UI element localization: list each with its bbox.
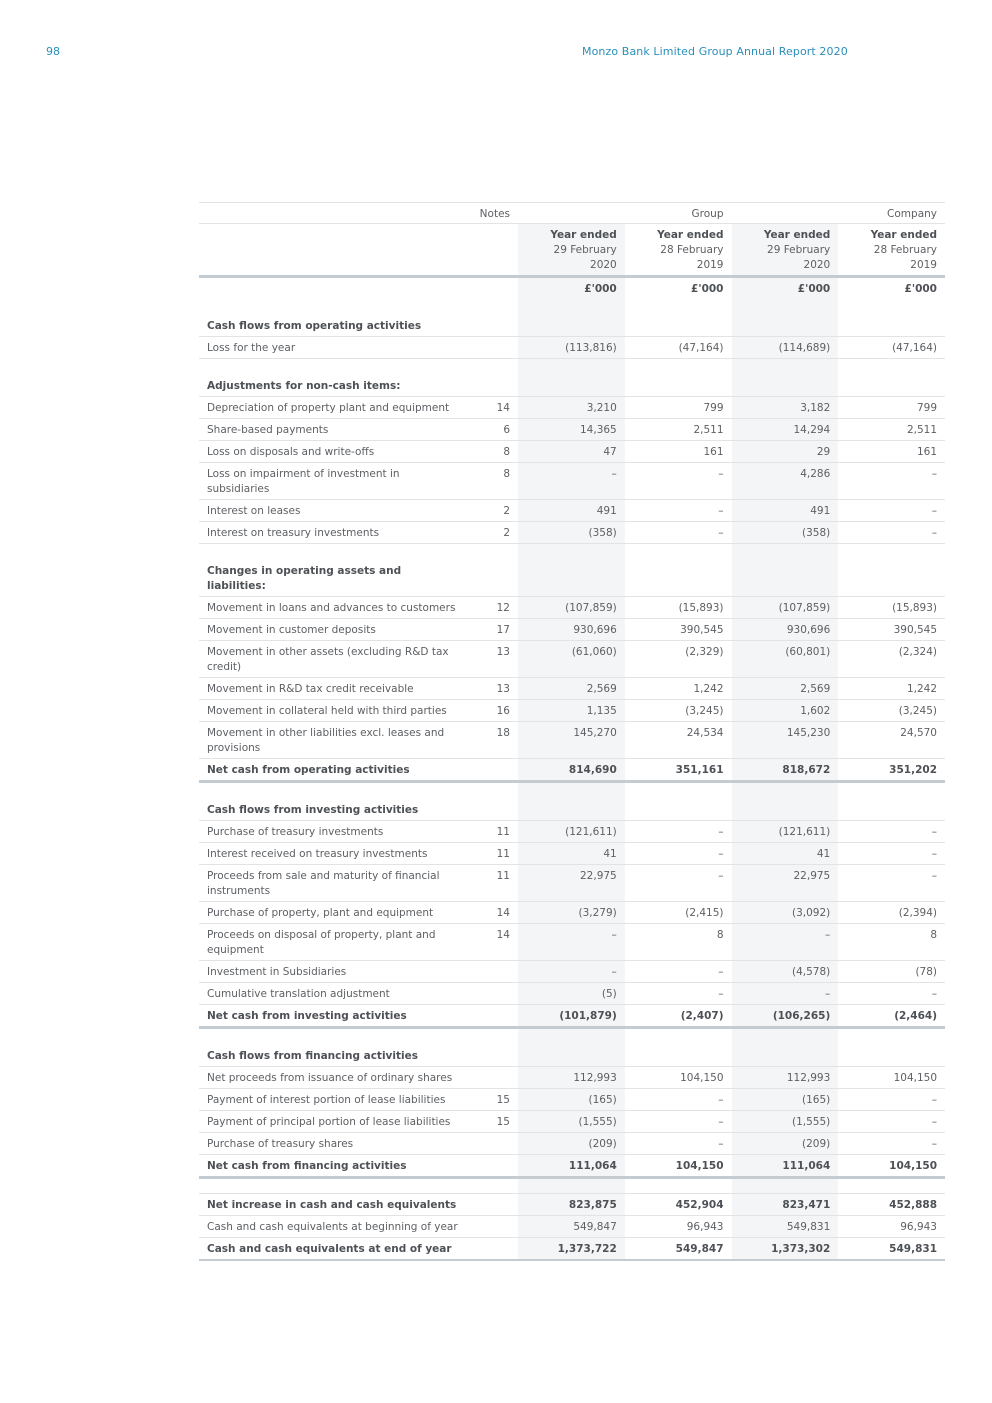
row-value: 452,888 xyxy=(838,1194,945,1216)
total-financing xyxy=(199,1155,945,1178)
row-value: – xyxy=(838,1111,945,1133)
row-note: 11 xyxy=(470,865,518,902)
row-note xyxy=(470,759,518,782)
row-label: Loss for the year xyxy=(199,337,470,359)
row-label: Movement in R&D tax credit receivable xyxy=(199,678,470,700)
row-value: – xyxy=(838,463,945,500)
row-label: Share-based payments xyxy=(199,419,470,441)
row-value: – xyxy=(838,821,945,843)
table-row xyxy=(199,722,945,759)
row-value: (2,324) xyxy=(838,641,945,678)
section-investing xyxy=(199,782,945,821)
row-note xyxy=(470,983,518,1005)
row-value: (2,464) xyxy=(838,1005,945,1028)
section-adjustments xyxy=(199,359,945,397)
row-note: 2 xyxy=(470,500,518,522)
table-row xyxy=(199,641,945,678)
page-number: 98 xyxy=(46,45,60,58)
row-value: – xyxy=(838,1133,945,1155)
row-value: (106,265) xyxy=(732,1005,839,1028)
row-note: 17 xyxy=(470,619,518,641)
row-loss-for-year xyxy=(199,337,945,359)
report-title: Monzo Bank Limited Group Annual Report 2020 xyxy=(582,45,848,58)
row-value: 112,993 xyxy=(732,1067,839,1089)
row-value: (2,329) xyxy=(625,641,732,678)
row-value: (114,689) xyxy=(732,337,839,359)
row-value: – xyxy=(625,522,732,544)
row-value: 1,373,302 xyxy=(732,1238,839,1261)
row-value: – xyxy=(732,924,839,961)
spacer-row xyxy=(199,1178,945,1194)
col-header-group-2019: Year ended 28 February 2019 xyxy=(625,224,732,277)
row-value: 452,904 xyxy=(625,1194,732,1216)
row-value: (3,245) xyxy=(838,700,945,722)
row-note: 11 xyxy=(470,821,518,843)
units-row: £'000 £'000 £'000 £'000 xyxy=(199,277,945,300)
row-value: – xyxy=(838,865,945,902)
row-value: 549,847 xyxy=(625,1238,732,1261)
row-label: Proceeds from sale and maturity of financial instruments xyxy=(199,865,470,902)
row-value: 96,943 xyxy=(838,1216,945,1238)
row-label: Net proceeds from issuance of ordinary shares xyxy=(199,1067,470,1089)
row-value: 29 xyxy=(732,441,839,463)
row-value: (78) xyxy=(838,961,945,983)
row-value: 41 xyxy=(518,843,625,865)
row-value: 4,286 xyxy=(732,463,839,500)
row-value: – xyxy=(625,983,732,1005)
row-label: Interest received on treasury investments xyxy=(199,843,470,865)
row-value: 24,570 xyxy=(838,722,945,759)
header-row-groups xyxy=(199,203,945,224)
row-note: 15 xyxy=(470,1111,518,1133)
row-note: 2 xyxy=(470,522,518,544)
row-label: Net cash from operating activities xyxy=(199,759,470,782)
row-value: 2,511 xyxy=(838,419,945,441)
row-note xyxy=(470,1238,518,1261)
section-title: Cash flows from investing activities xyxy=(199,782,470,821)
row-label: Interest on treasury investments xyxy=(199,522,470,544)
row-value: 8 xyxy=(625,924,732,961)
row-value: (121,611) xyxy=(518,821,625,843)
total-investing xyxy=(199,1005,945,1028)
row-note xyxy=(470,1194,518,1216)
row-value: (47,164) xyxy=(625,337,732,359)
table-row xyxy=(199,597,945,619)
row-label: Proceeds on disposal of property, plant and equipment xyxy=(199,924,470,961)
table-row xyxy=(199,1133,945,1155)
row-note: 18 xyxy=(470,722,518,759)
row-label: Net cash from investing activities xyxy=(199,1005,470,1028)
row-value: (165) xyxy=(732,1089,839,1111)
table-row xyxy=(199,821,945,843)
table-row xyxy=(199,1111,945,1133)
row-value: 2,511 xyxy=(625,419,732,441)
row-value: 930,696 xyxy=(518,619,625,641)
row-label: Movement in other liabilities excl. leases and provisions xyxy=(199,722,470,759)
row-label: Movement in collateral held with third parties xyxy=(199,700,470,722)
row-note: 16 xyxy=(470,700,518,722)
row-note: 6 xyxy=(470,419,518,441)
row-value: (2,407) xyxy=(625,1005,732,1028)
table-row xyxy=(199,865,945,902)
table-row xyxy=(199,1089,945,1111)
notes-header: Notes xyxy=(470,203,518,224)
row-value: 1,135 xyxy=(518,700,625,722)
row-value: – xyxy=(838,983,945,1005)
col-header-group-2020: Year ended 29 February 2020 xyxy=(518,224,625,277)
table-row xyxy=(199,500,945,522)
row-label: Interest on leases xyxy=(199,500,470,522)
row-note: 15 xyxy=(470,1089,518,1111)
row-value: – xyxy=(625,500,732,522)
row-note xyxy=(470,1005,518,1028)
table-row xyxy=(199,961,945,983)
table-row xyxy=(199,678,945,700)
row-value: (1,555) xyxy=(732,1111,839,1133)
section-operating xyxy=(199,299,945,337)
row-note xyxy=(470,961,518,983)
row-label: Cash and cash equivalents at beginning of year xyxy=(199,1216,470,1238)
row-label: Movement in customer deposits xyxy=(199,619,470,641)
row-label: Loss on disposals and write-offs xyxy=(199,441,470,463)
row-value: 549,847 xyxy=(518,1216,625,1238)
row-value: (2,394) xyxy=(838,902,945,924)
row-value: 814,690 xyxy=(518,759,625,782)
row-value: 799 xyxy=(625,397,732,419)
row-value: – xyxy=(625,1133,732,1155)
table-row xyxy=(199,902,945,924)
row-value: 14,294 xyxy=(732,419,839,441)
row-value: 3,182 xyxy=(732,397,839,419)
section-title: Adjustments for non-cash items: xyxy=(199,359,470,397)
row-value: (107,859) xyxy=(518,597,625,619)
row-value: (3,245) xyxy=(625,700,732,722)
section-title: Cash flows from operating activities xyxy=(199,299,470,337)
row-note xyxy=(470,1133,518,1155)
row-value: – xyxy=(838,522,945,544)
row-value: – xyxy=(625,463,732,500)
row-value: (15,893) xyxy=(838,597,945,619)
row-value: 161 xyxy=(838,441,945,463)
row-value: 104,150 xyxy=(625,1067,732,1089)
row-value: – xyxy=(838,1089,945,1111)
row-value: 112,993 xyxy=(518,1067,625,1089)
row-value: 390,545 xyxy=(625,619,732,641)
row-value: 1,602 xyxy=(732,700,839,722)
row-value: (47,164) xyxy=(838,337,945,359)
row-closing-cash xyxy=(199,1238,945,1261)
row-label: Net increase in cash and cash equivalents xyxy=(199,1194,470,1216)
row-value: 24,534 xyxy=(625,722,732,759)
row-label: Payment of interest portion of lease liabilities xyxy=(199,1089,470,1111)
row-value: (3,279) xyxy=(518,902,625,924)
row-value: 549,831 xyxy=(732,1216,839,1238)
row-value: (3,092) xyxy=(732,902,839,924)
row-value: (209) xyxy=(518,1133,625,1155)
row-value: 2,569 xyxy=(732,678,839,700)
row-label: Depreciation of property plant and equipment xyxy=(199,397,470,419)
row-value: 47 xyxy=(518,441,625,463)
row-net-increase xyxy=(199,1194,945,1216)
row-value: 1,242 xyxy=(838,678,945,700)
row-value: 390,545 xyxy=(838,619,945,641)
row-label: Cash and cash equivalents at end of year xyxy=(199,1238,470,1261)
row-note xyxy=(470,1155,518,1178)
row-value: (107,859) xyxy=(732,597,839,619)
row-label: Purchase of treasury investments xyxy=(199,821,470,843)
row-value: 351,161 xyxy=(625,759,732,782)
row-note: 14 xyxy=(470,902,518,924)
row-value: 3,210 xyxy=(518,397,625,419)
row-value: – xyxy=(625,821,732,843)
row-note: 13 xyxy=(470,641,518,678)
row-note: 13 xyxy=(470,678,518,700)
row-value: – xyxy=(838,843,945,865)
row-note: 12 xyxy=(470,597,518,619)
section-title: Changes in operating assets and liabilities: xyxy=(199,544,470,597)
row-value: (358) xyxy=(518,522,625,544)
row-value: 111,064 xyxy=(732,1155,839,1178)
row-value: 104,150 xyxy=(625,1155,732,1178)
row-value: 799 xyxy=(838,397,945,419)
section-changes xyxy=(199,544,945,597)
row-value: 22,975 xyxy=(518,865,625,902)
row-value: (101,879) xyxy=(518,1005,625,1028)
row-note: 11 xyxy=(470,843,518,865)
row-note: 14 xyxy=(470,397,518,419)
row-value: 823,875 xyxy=(518,1194,625,1216)
table-row xyxy=(199,522,945,544)
row-note xyxy=(470,1067,518,1089)
row-note: 8 xyxy=(470,441,518,463)
table-row xyxy=(199,700,945,722)
row-value: 818,672 xyxy=(732,759,839,782)
row-value: – xyxy=(625,1111,732,1133)
row-label: Purchase of property, plant and equipment xyxy=(199,902,470,924)
row-value: 491 xyxy=(732,500,839,522)
row-value: (60,801) xyxy=(732,641,839,678)
row-value: 145,270 xyxy=(518,722,625,759)
row-value: (2,415) xyxy=(625,902,732,924)
table-row xyxy=(199,463,945,500)
company-header: Company xyxy=(838,203,945,224)
row-value: 491 xyxy=(518,500,625,522)
row-value: 930,696 xyxy=(732,619,839,641)
row-value: (121,611) xyxy=(732,821,839,843)
row-value: (61,060) xyxy=(518,641,625,678)
section-title: Cash flows from financing activities xyxy=(199,1028,470,1067)
row-value: (15,893) xyxy=(625,597,732,619)
row-label: Investment in Subsidiaries xyxy=(199,961,470,983)
table-row xyxy=(199,843,945,865)
row-value: – xyxy=(625,865,732,902)
row-value: 8 xyxy=(838,924,945,961)
row-value: (1,555) xyxy=(518,1111,625,1133)
row-value: 104,150 xyxy=(838,1155,945,1178)
row-value: 22,975 xyxy=(732,865,839,902)
row-value: – xyxy=(518,961,625,983)
row-value: 823,471 xyxy=(732,1194,839,1216)
row-label: Payment of principal portion of lease liabilities xyxy=(199,1111,470,1133)
row-label: Movement in other assets (excluding R&D tax credit) xyxy=(199,641,470,678)
row-value: (4,578) xyxy=(732,961,839,983)
row-value: (113,816) xyxy=(518,337,625,359)
table-row xyxy=(199,924,945,961)
total-operating xyxy=(199,759,945,782)
row-label: Movement in loans and advances to customers xyxy=(199,597,470,619)
row-opening-cash xyxy=(199,1216,945,1238)
row-value: – xyxy=(838,500,945,522)
row-value: 104,150 xyxy=(838,1067,945,1089)
row-value: 2,569 xyxy=(518,678,625,700)
section-financing xyxy=(199,1028,945,1067)
col-header-company-2020: Year ended 29 February 2020 xyxy=(732,224,839,277)
row-note xyxy=(470,337,518,359)
table-row xyxy=(199,1067,945,1089)
row-value: (165) xyxy=(518,1089,625,1111)
table-row xyxy=(199,441,945,463)
row-value: (358) xyxy=(732,522,839,544)
group-header: Group xyxy=(625,203,732,224)
row-value: – xyxy=(732,983,839,1005)
row-value: 111,064 xyxy=(518,1155,625,1178)
table-row xyxy=(199,619,945,641)
row-note xyxy=(470,1216,518,1238)
row-value: – xyxy=(518,924,625,961)
row-value: 14,365 xyxy=(518,419,625,441)
row-value: – xyxy=(625,843,732,865)
row-value: 96,943 xyxy=(625,1216,732,1238)
row-value: 41 xyxy=(732,843,839,865)
col-header-company-2019: Year ended 28 February 2019 xyxy=(838,224,945,277)
row-label: Cumulative translation adjustment xyxy=(199,983,470,1005)
row-note: 8 xyxy=(470,463,518,500)
table-row xyxy=(199,983,945,1005)
row-label: Loss on impairment of investment in subsidiaries xyxy=(199,463,470,500)
table-row xyxy=(199,397,945,419)
row-value: (209) xyxy=(732,1133,839,1155)
row-value: 549,831 xyxy=(838,1238,945,1261)
row-value: 161 xyxy=(625,441,732,463)
row-label: Purchase of treasury shares xyxy=(199,1133,470,1155)
row-value: – xyxy=(518,463,625,500)
cash-flow-table xyxy=(199,202,945,1261)
header-row-periods xyxy=(199,224,945,277)
row-label: Net cash from financing activities xyxy=(199,1155,470,1178)
row-value: – xyxy=(625,1089,732,1111)
row-value: 1,242 xyxy=(625,678,732,700)
table-row xyxy=(199,419,945,441)
row-value: 1,373,722 xyxy=(518,1238,625,1261)
row-value: – xyxy=(625,961,732,983)
row-value: (5) xyxy=(518,983,625,1005)
row-note: 14 xyxy=(470,924,518,961)
row-value: 351,202 xyxy=(838,759,945,782)
row-value: 145,230 xyxy=(732,722,839,759)
